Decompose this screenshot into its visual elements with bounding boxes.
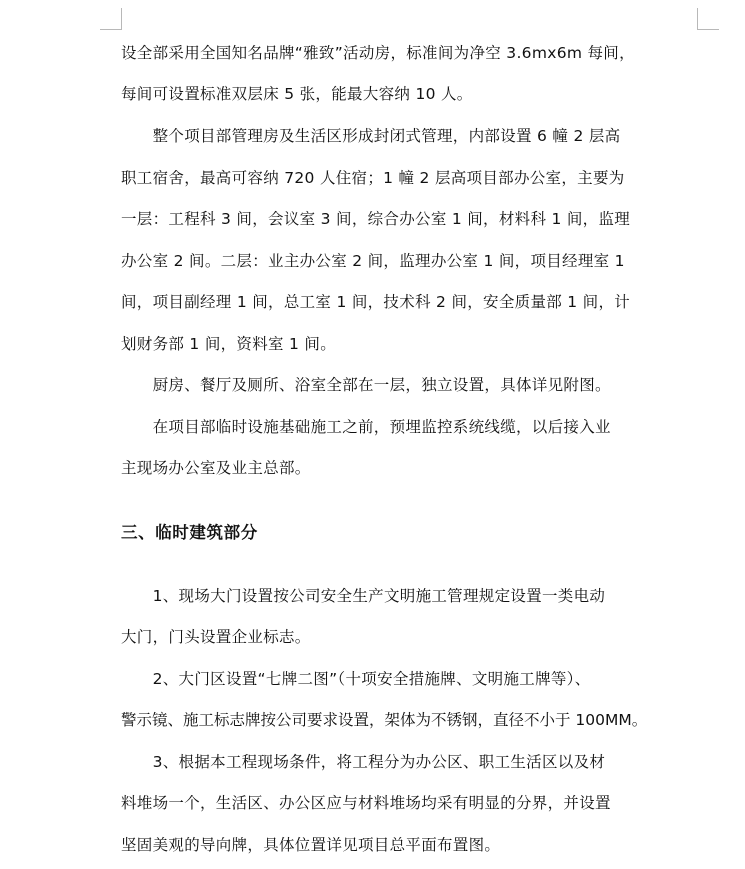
crop-mark-right-horizontal <box>697 29 719 30</box>
paragraph-line: 间，项目副经理 1 间，总工室 1 间，技术科 2 间，安全质量部 1 间，计 <box>121 293 631 311</box>
paragraph-line: 厨房、餐厅及厕所、浴室全部在一层，独立设置，具体详见附图。 <box>121 376 611 394</box>
paragraph-line: 警示镜、施工标志牌按公司要求设置，架体为不锈钢，直径不小于 100MM。 <box>121 711 648 729</box>
paragraph-line: 设全部采用全国知名品牌“雅致”活动房，标准间为净空 3.6mx6m 每间， <box>121 44 635 62</box>
paragraph-line: 2、大门区设置“七牌二图”（十项安全措施牌、文明施工牌等）、 <box>121 670 591 688</box>
paragraph-line: 每间可设置标准双层床 5 张，能最大容纳 10 人。 <box>121 85 473 103</box>
paragraph-line: 划财务部 1 间，资料室 1 间。 <box>121 335 337 353</box>
paragraph-line: 职工宿舍，最高可容纳 720 人住宿；1 幢 2 层高项目部办公室，主要为 <box>121 169 625 187</box>
paragraph-line: 主现场办公室及业主总部。 <box>121 459 311 477</box>
paragraph-line: 1、现场大门设置按公司安全生产文明施工管理规定设置一类电动 <box>121 587 606 605</box>
paragraph-line: 大门，门头设置企业标志。 <box>121 628 311 646</box>
paragraph-line: 办公室 2 间。二层：业主办公室 2 间，监理办公室 1 间，项目经理室 1 <box>121 252 625 270</box>
section-heading: 三、临时建筑部分 <box>121 523 258 542</box>
paragraph-line: 一层：工程科 3 间，会议室 3 间，综合办公室 1 间，材料科 1 间，监理 <box>121 210 631 228</box>
crop-mark-right-vertical <box>697 8 698 30</box>
paragraph-line: 坚固美观的导向牌，具体位置详见项目总平面布置图。 <box>121 836 501 854</box>
paragraph-line: 3、根据本工程现场条件，将工程分为办公区、职工生活区以及材 <box>121 753 606 771</box>
crop-mark-left-vertical <box>121 8 122 30</box>
paragraph-line: 整个项目部管理房及生活区形成封闭式管理，内部设置 6 幢 2 层高 <box>121 127 621 145</box>
paragraph-line: 在项目部临时设施基础施工之前，预埋监控系统线缆，以后接入业 <box>121 418 611 436</box>
paragraph-line: 料堆场一个，生活区、办公区应与材料堆场均采有明显的分界，并设置 <box>121 794 611 812</box>
crop-mark-left-horizontal <box>100 29 122 30</box>
